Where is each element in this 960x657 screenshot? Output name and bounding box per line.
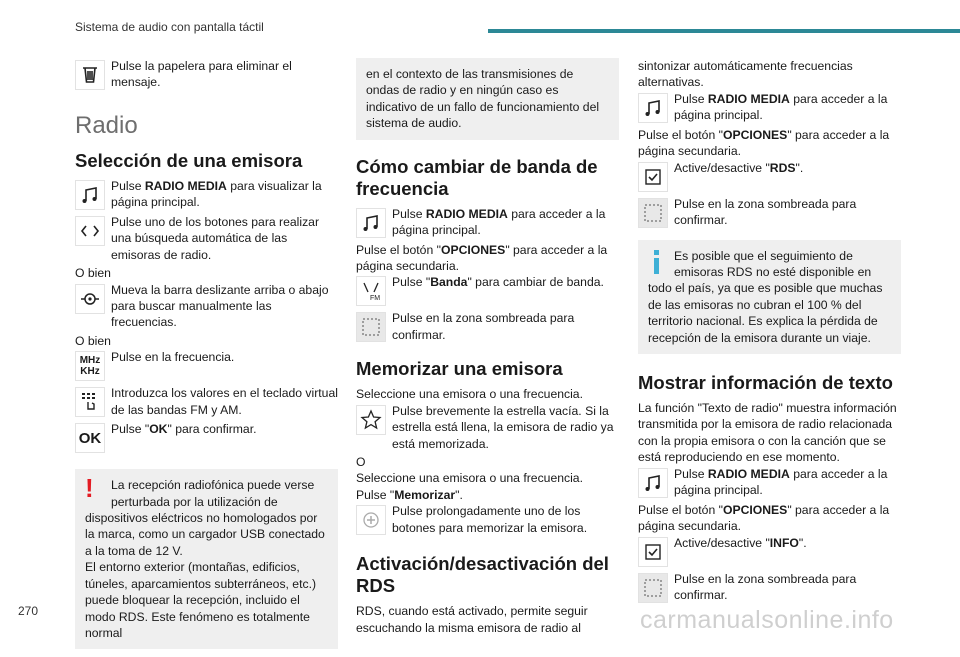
text-pre: Pulse el botón "	[356, 242, 441, 257]
store-select-text-2: Seleccione una emisora o una frecuencia.	[356, 471, 583, 486]
step-auto-search	[75, 214, 338, 263]
bold-radio-media: RADIO MEDIA	[707, 91, 790, 106]
bold-rds: RDS	[769, 160, 796, 175]
trash-step	[75, 58, 338, 92]
step-band	[356, 274, 619, 308]
shaded-zone-icon	[356, 312, 386, 342]
column-3	[638, 58, 901, 607]
bold-opciones: OPCIONES	[440, 242, 506, 257]
warning-box	[75, 469, 338, 649]
column-1	[75, 58, 338, 657]
header-accent-bar	[488, 29, 960, 33]
bold-opciones: OPCIONES	[722, 127, 788, 142]
warning-exclamation-icon: !	[85, 473, 94, 504]
text-post: " para acceder a la página secundaria.	[638, 127, 890, 159]
text-pre: Pulse	[674, 466, 708, 481]
info-box	[638, 240, 901, 354]
text-post: ".	[798, 535, 807, 550]
warning-text: La recepción radiofónica puede verse perturbada por la utilización de dispositivos eléctricos no homologados por la marca, como un cargador USB conectado a la toma de 12 V. El entorno exterior (montañas, edificios, túneles, aparcamientos subterráneos, etc.) puede bloquear la recepción, incluido el modo RDS. Este fenómeno es totalmente normal	[85, 478, 325, 640]
star-text: Pulse brevemente la estrella vacía. Si la estrella está llena, la emisora de radio ya está memorizada.	[392, 403, 614, 451]
column-2	[356, 58, 619, 636]
music-note-icon	[638, 93, 668, 123]
heading-station-select: Selección de una emisora	[75, 150, 303, 171]
rds-text: RDS, cuando está activado, permite seguir escuchando la misma emisora de radio al	[356, 604, 588, 635]
text-pre: Pulse "	[111, 422, 150, 437]
watermark: carmanualsonline.info	[640, 606, 894, 634]
shaded-confirm-text: Pulse en la zona sombreada para confirmar.	[674, 571, 857, 602]
header-title: Sistema de audio con pantalla táctil	[75, 20, 264, 34]
text-pre: Pulse	[392, 206, 426, 221]
rds-continued-text: sintonizar automáticamente frecuencias alternativas.	[638, 59, 853, 90]
text-pre: Active/desactive "	[674, 535, 770, 550]
step-frequency	[75, 349, 338, 383]
info-text: Es posible que el seguimiento de emisoras RDS no esté disponible en todo el país, ya que es posible que muchas de las emisoras no cubran el 100 % del territorio nacional. Es explica la pérdida de recepción de la emisora durante un viaje.	[648, 248, 883, 345]
text-post: " para acceder a la página secundaria.	[638, 502, 890, 534]
text-post: ".	[795, 160, 804, 175]
shaded-zone-icon	[638, 573, 668, 603]
slider-text: Mueva la barra deslizante arriba o abajo para buscar manualmente las frecuencias.	[111, 282, 329, 330]
step-long-press	[356, 503, 619, 537]
bold-radio-media: RADIO MEDIA	[425, 206, 508, 221]
step-rds-radio-media	[638, 91, 901, 125]
ok-icon	[75, 423, 105, 453]
shaded-zone-icon	[638, 198, 668, 228]
shaded-confirm-text: Pulse en la zona sombreada para confirmar.	[392, 311, 575, 342]
text-post: para acceder a la página principal.	[674, 91, 888, 123]
step-info-toggle	[638, 535, 901, 569]
step-slider	[75, 282, 338, 331]
chevrons-left-right-icon	[75, 216, 105, 246]
step-radio-media	[75, 178, 338, 212]
shaded-confirm-text: Pulse en la zona sombreada para confirmar.	[674, 196, 857, 228]
text-post: para acceder a la página principal.	[674, 466, 888, 498]
step-rds-confirm	[638, 196, 901, 230]
text-post: para visualizar la página principal.	[111, 179, 322, 210]
page-number: 270	[18, 604, 39, 618]
long-press-text: Pulse prolongadamente uno de los botones para memorizar la emisora.	[392, 504, 588, 535]
text-post: " para cambiar de banda.	[467, 275, 604, 290]
music-note-icon	[356, 208, 386, 238]
step-star	[356, 403, 619, 452]
bold-info: INFO	[769, 535, 799, 550]
warning-continued-text: en el contexto de las transmisiones de ondas de radio y en ningún caso es indicativo de un fallo de funcionamiento del sistema de audio.	[366, 67, 600, 131]
text-post: " para acceder a la página secundaria.	[356, 242, 608, 274]
bold-banda: Banda	[430, 275, 468, 290]
radio-text-description: La función "Texto de radio" muestra información transmitida por la emisora de radio relacionada con la propia emisora o con la canción que se está reproduciendo en ese momento.	[638, 401, 897, 465]
step-ok	[75, 421, 338, 455]
store-select-text: Seleccione una emisora o una frecuencia.	[356, 387, 583, 402]
warning-box-continued	[356, 58, 619, 140]
text-pre: Active/desactive "	[674, 160, 770, 175]
step-text-radio-media	[638, 466, 901, 500]
music-note-icon	[638, 468, 668, 498]
frequency-text: Pulse en la frecuencia.	[111, 350, 235, 365]
text-pre: Pulse	[674, 91, 708, 106]
text-post: " para confirmar.	[167, 422, 257, 437]
bold-opciones: OPCIONES	[722, 502, 788, 517]
trash-icon	[75, 60, 105, 90]
info-icon	[648, 248, 668, 274]
step-info-confirm	[638, 571, 901, 605]
bold-memorizar: Memorizar	[394, 487, 456, 502]
heading-store-station: Memorizar una emisora	[356, 358, 563, 380]
keypad-hand-icon	[75, 387, 105, 417]
mhz-khz-icon	[75, 351, 105, 381]
text-pre: Pulse "	[392, 275, 431, 290]
step-keypad	[75, 385, 338, 419]
checkbox-icon	[638, 162, 668, 192]
or-text-2: O bien	[75, 333, 111, 348]
heading-rds: Activación/desactivación del RDS	[356, 553, 609, 597]
fm-radio-icon	[356, 276, 386, 306]
text-pre: Pulse "	[356, 487, 395, 502]
text-pre: Pulse el botón "	[638, 502, 723, 517]
auto-search-text: Pulse uno de los botones para realizar una búsqueda automática de las emisoras de radio.	[111, 215, 319, 262]
bold-ok: OK	[149, 422, 168, 437]
music-note-icon	[75, 180, 105, 210]
step-shaded-confirm	[356, 310, 619, 344]
bold-radio-media: RADIO MEDIA	[707, 466, 790, 481]
or-text: O	[356, 455, 366, 470]
slider-target-icon	[75, 284, 105, 314]
add-preset-icon	[356, 505, 386, 535]
heading-change-band: Cómo cambiar de banda de frecuencia	[356, 155, 598, 199]
text-pre: Pulse	[111, 179, 145, 193]
bold-radio-media: RADIO MEDIA	[144, 179, 227, 193]
step-rds-toggle	[638, 160, 901, 194]
star-icon	[356, 405, 386, 435]
text-post: ".	[455, 487, 463, 502]
ok-label: OK	[78, 429, 102, 447]
heading-text-info: Mostrar información de texto	[638, 372, 893, 394]
svg-text:FM: FM	[370, 295, 381, 303]
mhz-khz-label: MHz KHz	[79, 355, 101, 378]
keypad-text: Introduzca los valores en el teclado virtual de las bandas FM y AM.	[111, 386, 338, 417]
section-title-radio: Radio	[75, 112, 138, 139]
text-pre: Pulse el botón "	[638, 127, 723, 142]
checkbox-icon	[638, 537, 668, 567]
trash-text: Pulse la papelera para eliminar el mensaje.	[111, 59, 292, 90]
or-text-1: O bien	[75, 266, 111, 281]
text-post: para acceder a la página principal.	[392, 206, 606, 238]
step-band-radio-media	[356, 206, 619, 240]
